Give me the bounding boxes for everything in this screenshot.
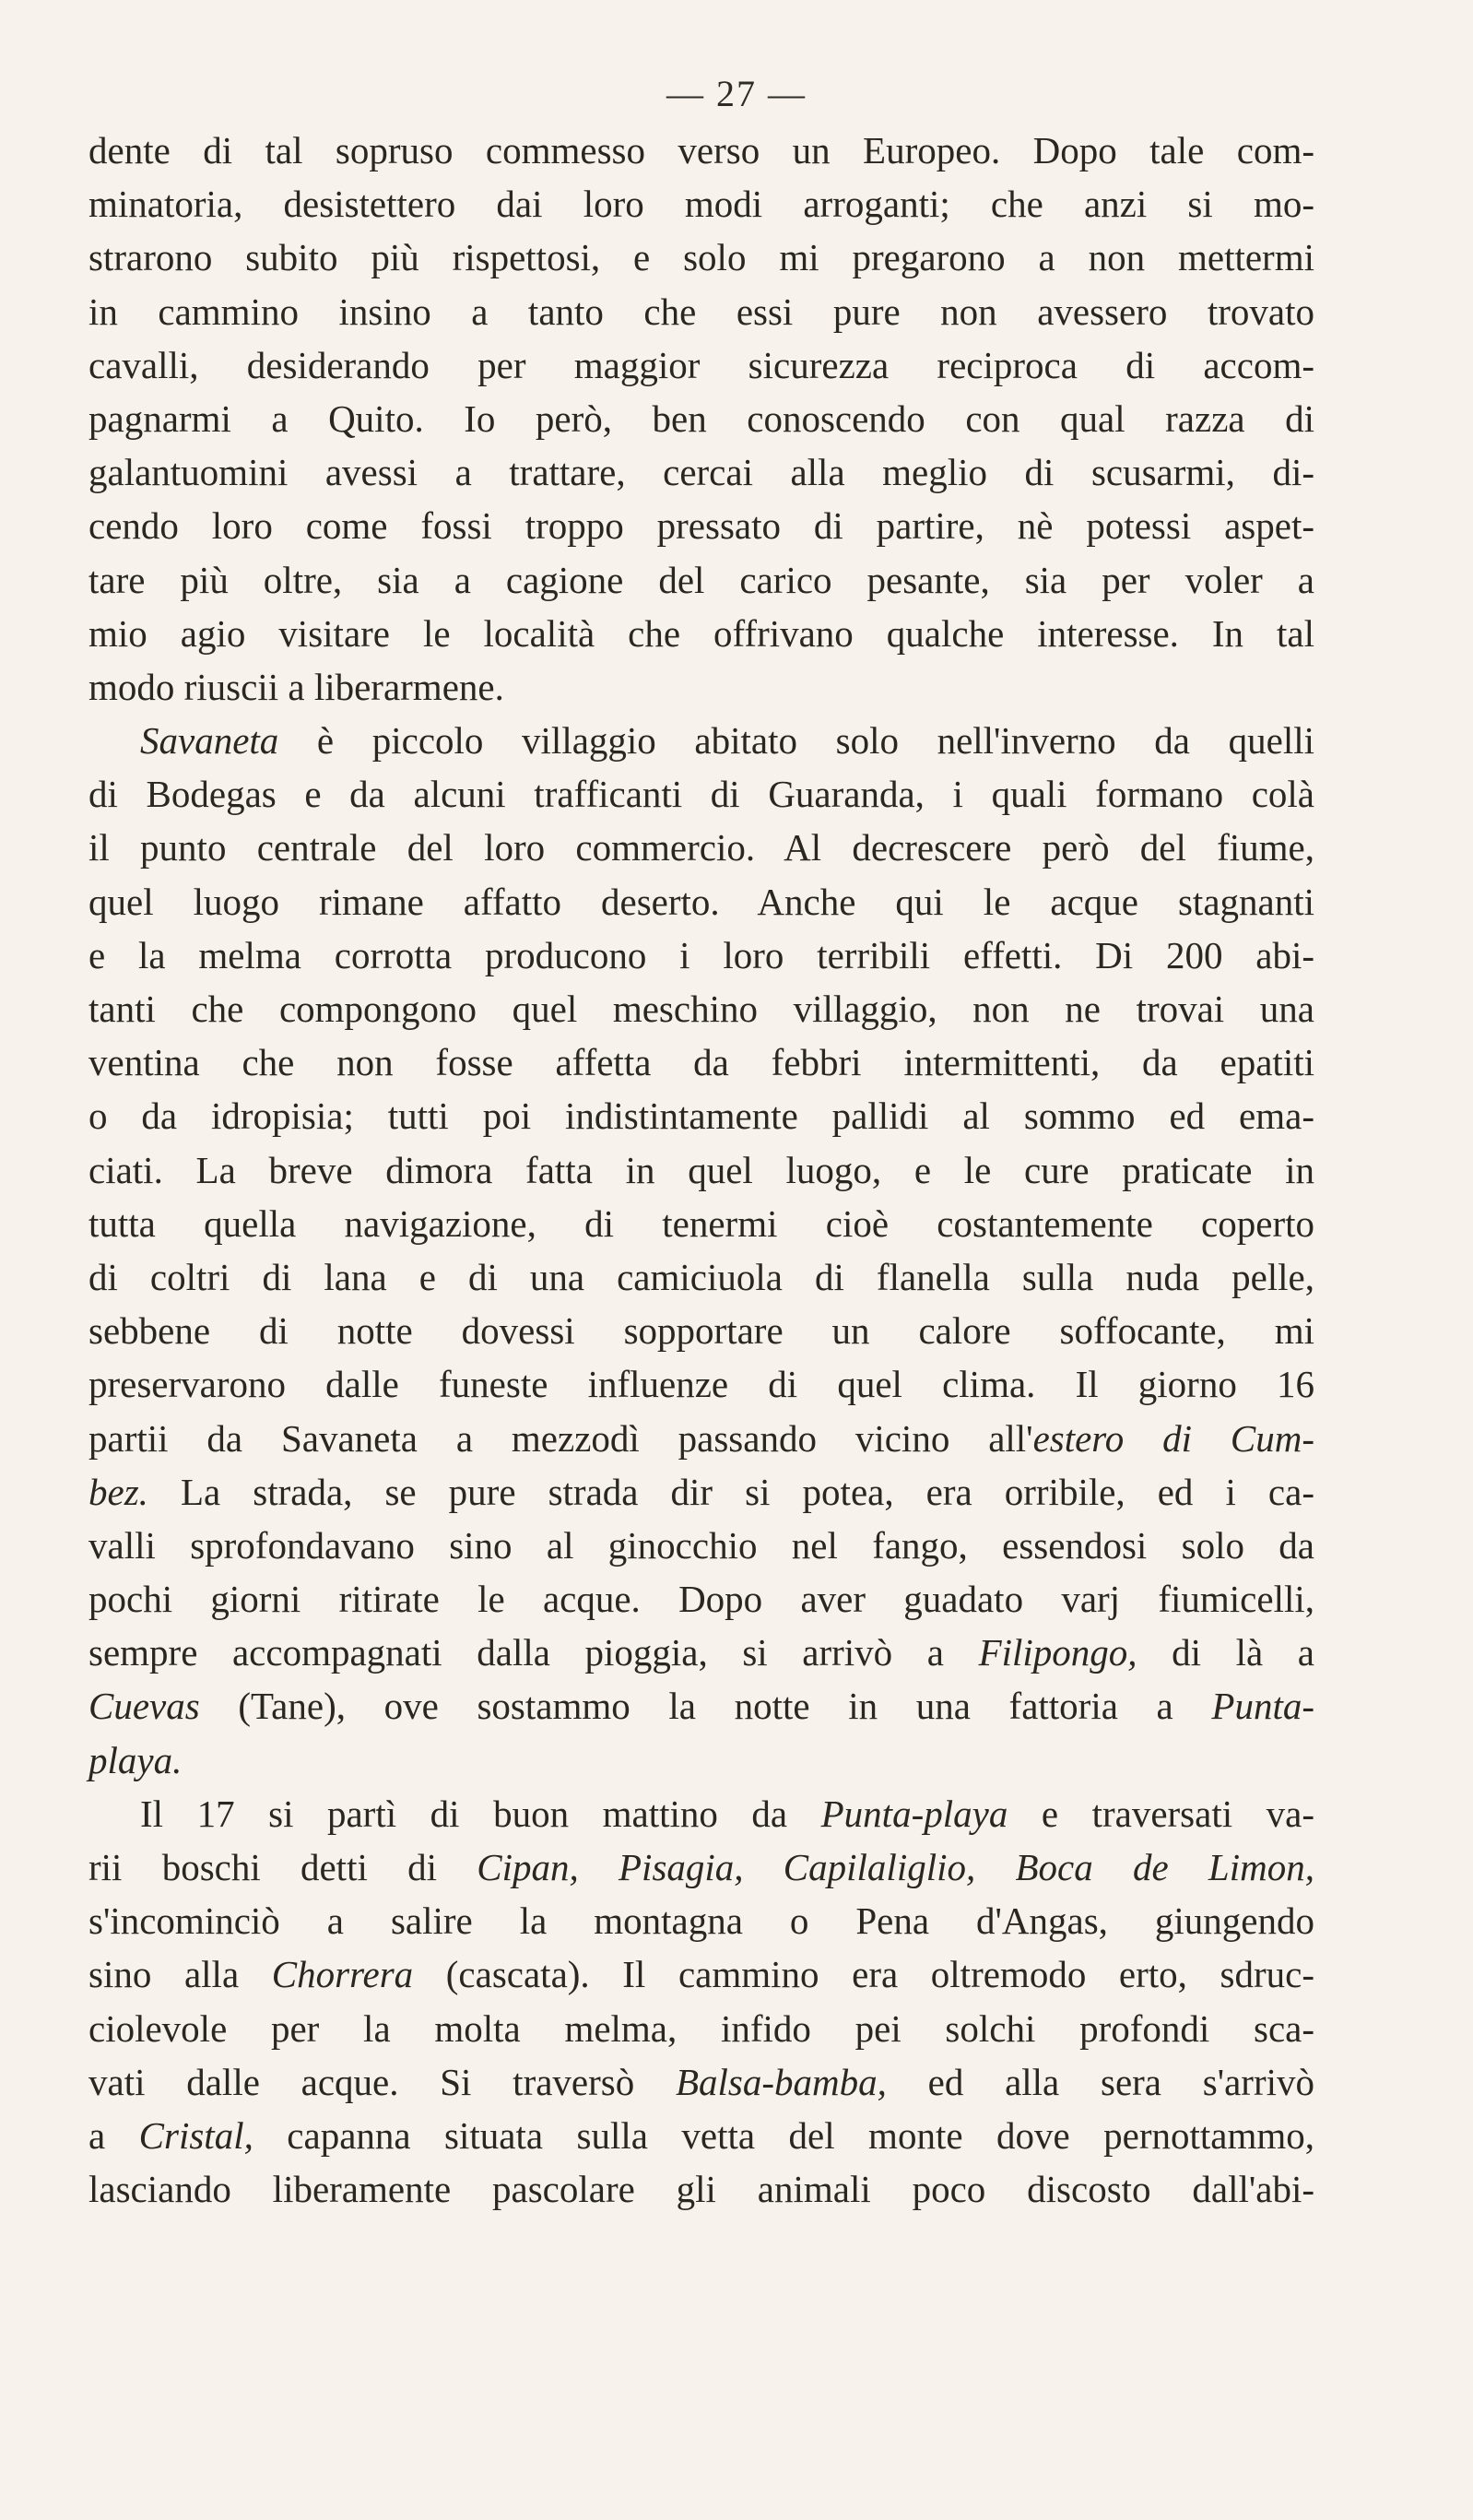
text-line — [88, 607, 1314, 660]
text-segment: capanna situata sulla vetta del monte dove pernottammo, — [253, 2113, 1314, 2157]
text-segment: pochi giorni ritirate le acque. Dopo aver guadato varj fiumicelli, — [88, 1578, 1314, 1621]
text-segment: ciati. La breve dimora fatta in quel luogo, e le cure praticate in — [88, 1148, 1314, 1191]
text-segment: sebbene di notte dovessi sopportare un calore soffocante, mi — [88, 1309, 1314, 1353]
italic-text-segment: Punta-playa — [820, 1792, 1008, 1835]
text-line — [88, 1357, 1314, 1411]
text-segment: s'incominciò a salire la montagna o Pena d'Angas, giungendo — [88, 1899, 1314, 1943]
text-segment: (cascata). Il cammino era oltremodo erto, sdruc- — [413, 1953, 1315, 1996]
text-segment: cendo loro come fossi troppo pressato di partire, nè potessi aspet- — [88, 504, 1314, 548]
text-segment: rii boschi detti di — [88, 1846, 477, 1888]
text-segment: sempre accompagnati dalla pioggia, si arrivò a — [88, 1631, 979, 1674]
text-line — [88, 1197, 1314, 1250]
text-line — [88, 1519, 1314, 1572]
text-line — [88, 2055, 1314, 2109]
text-line — [88, 660, 1314, 714]
text-line — [88, 1947, 1314, 2001]
text-segment: o da idropisia; tutti poi indistintamente pallidi al sommo ed ema- — [88, 1094, 1314, 1138]
text-segment: a — [88, 2113, 139, 2157]
text-line — [88, 1089, 1314, 1142]
text-segment: vati dalle acque. Si traversò — [88, 2060, 676, 2103]
text-line — [88, 1143, 1314, 1197]
text-segment: sino alla — [88, 1953, 272, 1996]
text-line — [88, 285, 1314, 338]
text-segment: partii da Savaneta a mezzodì passando vicino all' — [88, 1416, 1033, 1460]
text-segment: di coltri di lana e di una camiciuola di flanella sulla nuda pelle, — [88, 1255, 1314, 1298]
text-line — [88, 767, 1314, 821]
text-line — [88, 1465, 1314, 1519]
text-line — [88, 929, 1314, 982]
text-line — [88, 714, 1314, 767]
italic-text-segment: Cipan, Pisagia, Capilaliglio, Boca de Limon, — [477, 1846, 1314, 1888]
text-segment: e la melma corrotta producono i loro terribili effetti. Di 200 abi- — [88, 933, 1314, 976]
text-segment: minatoria, desistettero dai loro modi arroganti; che anzi si mo- — [88, 183, 1314, 226]
text-segment: cavalli, desiderando per maggior sicurezza reciproca di accom- — [88, 343, 1314, 386]
text-segment: in cammino insino a tanto che essi pure non avessero trovato — [88, 290, 1314, 333]
text-segment: (Tane), ove sostammo la notte in una fattoria a — [199, 1685, 1212, 1728]
text-segment: di là a — [1137, 1631, 1314, 1674]
text-line — [88, 124, 1314, 177]
italic-text-segment: Savaneta — [140, 719, 279, 763]
text-segment: ventina che non fosse affetta da febbri intermittenti, da epatiti — [88, 1041, 1314, 1084]
text-segment: Il 17 si partì di buon mattino da — [140, 1792, 821, 1835]
text-segment: quel luogo rimane affatto deserto. Anche qui le acque stagnanti — [88, 880, 1314, 923]
italic-text-segment: Chorrera — [271, 1953, 414, 1996]
italic-text-segment: bez. — [88, 1470, 148, 1513]
text-line — [88, 982, 1314, 1035]
text-line — [88, 1304, 1314, 1357]
text-line — [88, 445, 1314, 499]
text-line — [88, 2002, 1314, 2055]
text-segment: strarono subito più rispettosi, e solo mi pregarono a non mettermi — [88, 236, 1314, 279]
text-line — [88, 1894, 1314, 1947]
text-line — [88, 499, 1314, 552]
text-segment: tanti che compongono quel meschino villaggio, non ne trovai una — [88, 988, 1314, 1030]
text-line — [88, 1733, 1314, 1787]
text-segment: mio agio visitare le località che offrivano qualche interesse. In tal — [88, 611, 1314, 655]
text-segment: tutta quella navigazione, di tenermi cioè costantemente coperto — [88, 1201, 1314, 1245]
text-segment: e traversati va- — [1008, 1792, 1314, 1835]
text-line — [88, 1626, 1314, 1679]
text-line — [88, 553, 1314, 607]
text-segment: è piccolo villaggio abitato solo nell'inverno da quelli — [278, 719, 1314, 763]
text-line — [88, 338, 1314, 392]
italic-text-segment: Cristal, — [138, 2113, 253, 2157]
text-segment: pagnarmi a Quito. Io però, ben conoscendo con qual razza di — [88, 396, 1314, 440]
text-line — [88, 392, 1314, 445]
text-segment: galantuomini avessi a trattare, cercai alla meglio di scusarmi, di- — [88, 451, 1314, 494]
text-line — [88, 1250, 1314, 1304]
text-line — [88, 821, 1314, 874]
text-column — [88, 124, 1314, 2216]
italic-text-segment: Punta- — [1211, 1685, 1314, 1728]
text-segment: lasciando liberamente pascolare gli animali poco discosto dall'abi- — [88, 2168, 1314, 2211]
text-line — [88, 1412, 1314, 1465]
italic-text-segment: estero di Cum- — [1032, 1416, 1314, 1460]
text-line — [88, 177, 1314, 231]
italic-text-segment: playa. — [88, 1738, 183, 1781]
text-line — [88, 1787, 1314, 1840]
text-line — [88, 2109, 1314, 2162]
text-segment: dente di tal sopruso commesso verso un Europeo. Dopo tale com- — [88, 129, 1314, 172]
text-segment: di Bodegas e da alcuni trafficanti di Guaranda, i quali formano colà — [88, 773, 1314, 816]
text-segment: ciolevole per la molta melma, infido pei solchi profondi sca- — [88, 2006, 1314, 2050]
text-line — [88, 1679, 1314, 1733]
text-line — [88, 231, 1314, 284]
text-segment: modo riuscii a liberarmene. — [88, 665, 504, 708]
text-segment: La strada, se pure strada dir si potea, era orribile, ed i ca- — [147, 1470, 1314, 1513]
italic-text-segment: Cuevas — [88, 1685, 200, 1728]
text-segment: preservarono dalle funeste influenze di quel clima. Il giorno 16 — [88, 1363, 1314, 1406]
text-line — [88, 1572, 1314, 1626]
text-line — [88, 2162, 1314, 2216]
text-segment: ed alla sera s'arrivò — [886, 2060, 1314, 2103]
text-segment: tare più oltre, sia a cagione del carico pesante, sia per voler a — [88, 558, 1314, 601]
text-line — [88, 1840, 1314, 1894]
page-header: — 27 — — [666, 73, 807, 114]
text-segment: il punto centrale del loro commercio. Al decrescere però del fiume, — [88, 826, 1314, 870]
italic-text-segment: Balsa-bamba, — [675, 2060, 887, 2103]
text-line — [88, 1035, 1314, 1089]
text-line — [88, 875, 1314, 929]
italic-text-segment: Filipongo, — [978, 1631, 1137, 1674]
text-segment: valli sprofondavano sino al ginocchio nel fango, essendosi solo da — [88, 1523, 1314, 1567]
